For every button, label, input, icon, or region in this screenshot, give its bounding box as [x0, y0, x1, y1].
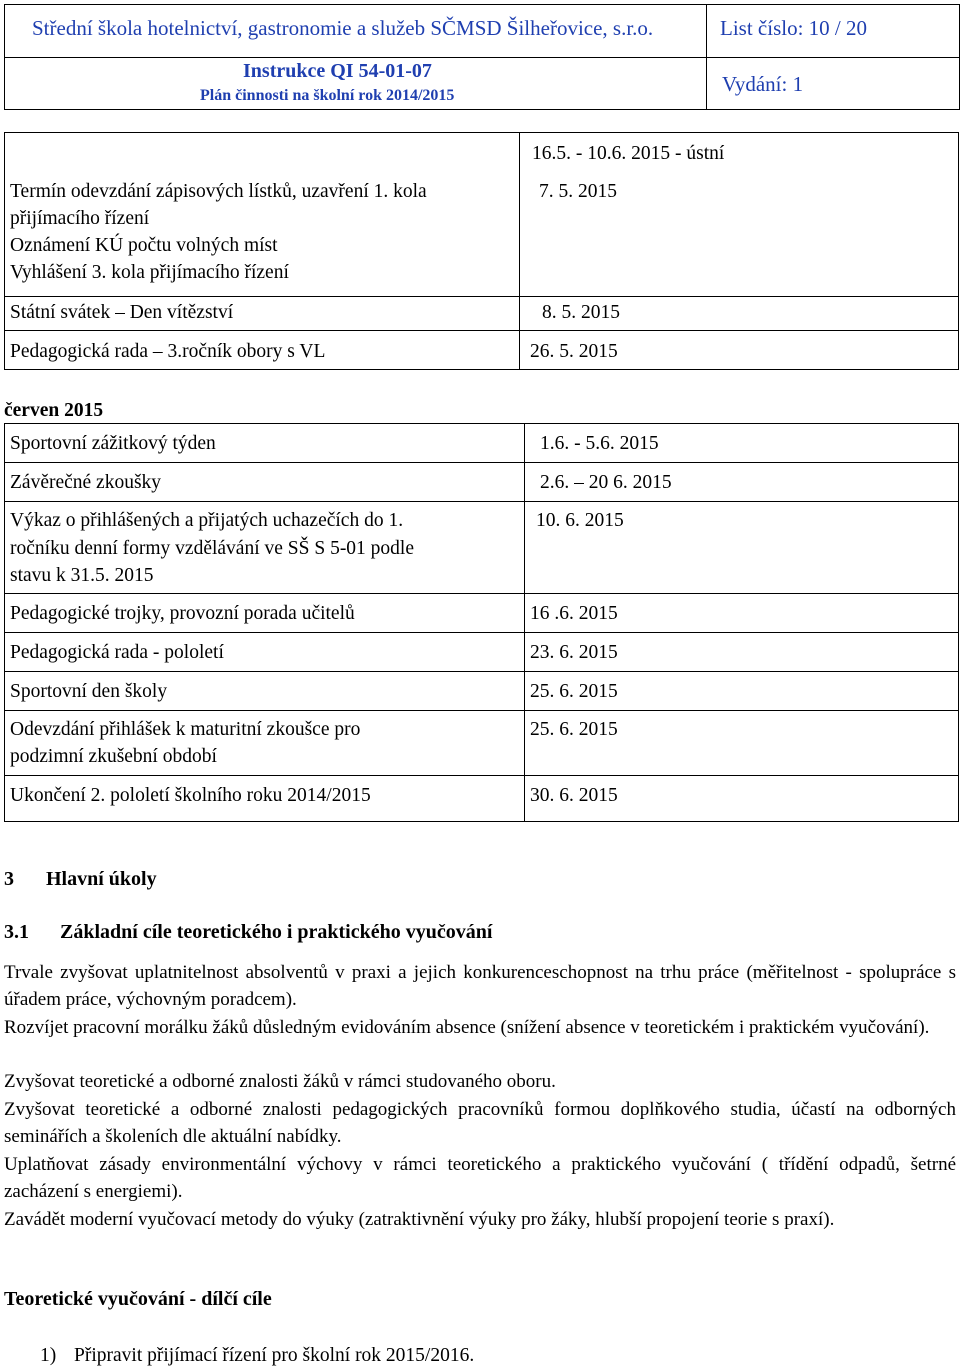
may-row-0-date: 16.5. - 10.6. 2015 - ústní	[532, 143, 725, 164]
june-row-2-date: 10. 6. 2015	[536, 510, 624, 531]
instruction-code: Instrukce QI 54-01-07	[243, 60, 432, 82]
may-row-1-event-line-2: přijímacího řízení	[10, 208, 150, 229]
paragraph-6: Zavádět moderní vyučovací metody do výuky (zatraktivnění výuky pro žáky, hlubší propojení teorie s praxí).	[4, 1209, 835, 1230]
june-row-6-event-line-2: podzimní zkušební období	[10, 746, 217, 767]
sheet-number: List číslo: 10 / 20	[720, 16, 867, 40]
june-row-5-event: Sportovní den školy	[10, 681, 168, 702]
june-row-4-date: 23. 6. 2015	[530, 642, 618, 663]
may-row-3-event: Pedagogická rada – 3.ročník obory s VL	[10, 341, 326, 362]
list-item	[40, 1345, 474, 1367]
june-row-0-date: 1.6. - 5.6. 2015	[540, 433, 659, 454]
may-row-3-date: 26. 5. 2015	[530, 341, 618, 362]
paragraph-5: Uplatňovat zásady environmentální výchovy v rámci teoretického a praktického vyučování ( třídění odpadů, šetrné zacházení s energiemi).	[4, 1154, 956, 1202]
may-row-1-event-line-1: Termín odevzdání zápisových lístků, uzavření 1. kola	[10, 181, 427, 202]
june-row-6-date: 25. 6. 2015	[530, 719, 618, 740]
june-row-2-event-line-1: Výkaz o přihlášených a přijatých uchazečích do 1.	[10, 510, 404, 531]
month-heading-june: červen 2015	[4, 400, 104, 421]
june-row-7-date: 30. 6. 2015	[530, 785, 618, 806]
may-row-2-date: 8. 5. 2015	[542, 302, 620, 323]
may-row-1-event-line-4: Vyhlášení 3. kola přijímacího řízení	[10, 262, 289, 283]
list-item-number: 1)	[40, 1345, 57, 1366]
paragraph-1: Trvale zvyšovat uplatnitelnost absolventů v praxi a jejich konkurenceschopnost na trhu práce (měřitelnost - spolupráce s úřadem práce, výchovným poradcem).	[4, 962, 956, 1010]
june-row-4-event: Pedagogická rada - pololetí	[10, 642, 224, 663]
june-row-1-date: 2.6. – 20 6. 2015	[540, 472, 672, 493]
subsection-title: Základní cíle teoretického i praktického vyučování	[60, 921, 493, 943]
june-row-1-event: Závěrečné zkoušky	[10, 472, 162, 493]
plan-title: Plán činnosti na školní rok 2014/2015	[200, 87, 455, 104]
subsection-number: 3.1	[4, 921, 29, 943]
june-row-3-date: 16 .6. 2015	[530, 603, 618, 624]
june-row-5-date: 25. 6. 2015	[530, 681, 618, 702]
subsection-heading	[4, 921, 492, 944]
list-item-text: Připravit přijímací řízení pro školní rok 2015/2016.	[74, 1345, 475, 1366]
section-number: 3	[4, 868, 14, 890]
section-heading	[4, 868, 157, 891]
school-name: Střední škola hotelnictví, gastronomie a služeb SČMSD Šilheřovice, s.r.o.	[32, 16, 654, 40]
edition: Vydání: 1	[722, 72, 804, 96]
paragraph-2: Rozvíjet pracovní morálku žáků důsledným evidováním absence (snížení absence v teoretickém i praktickém vyučování).	[4, 1017, 930, 1038]
may-row-2-event: Státní svátek – Den vítězství	[10, 302, 234, 323]
may-row-1-event-line-3: Oznámení KÚ počtu volných míst	[10, 235, 278, 256]
june-row-6-event-line-1: Odevzdání přihlášek k maturitní zkoušce pro	[10, 719, 361, 740]
june-row-2-event-line-2: ročníku denní formy vzdělávání ve SŠ S 5-01 podle	[10, 538, 415, 559]
june-row-0-event: Sportovní zážitkový týden	[10, 433, 216, 454]
june-row-2-event-line-3: stavu k 31.5. 2015	[10, 565, 154, 586]
may-row-1-date: 7. 5. 2015	[539, 181, 617, 202]
paragraph-3: Zvyšovat teoretické a odborné znalosti žáků v rámci studovaného oboru.	[4, 1071, 556, 1092]
june-row-7-event: Ukončení 2. pololetí školního roku 2014/2015	[10, 785, 371, 806]
section-title: Hlavní úkoly	[46, 868, 157, 890]
june-row-3-event: Pedagogické trojky, provozní porada učitelů	[10, 603, 355, 624]
paragraph-4: Zvyšovat teoretické a odborné znalosti pedagogických pracovníků formou doplňkového studia, účastí na odborných seminářích a školeních dle aktuální nabídky.	[4, 1099, 956, 1147]
subheading-theory-goals: Teoretické vyučování - dílčí cíle	[4, 1288, 272, 1310]
